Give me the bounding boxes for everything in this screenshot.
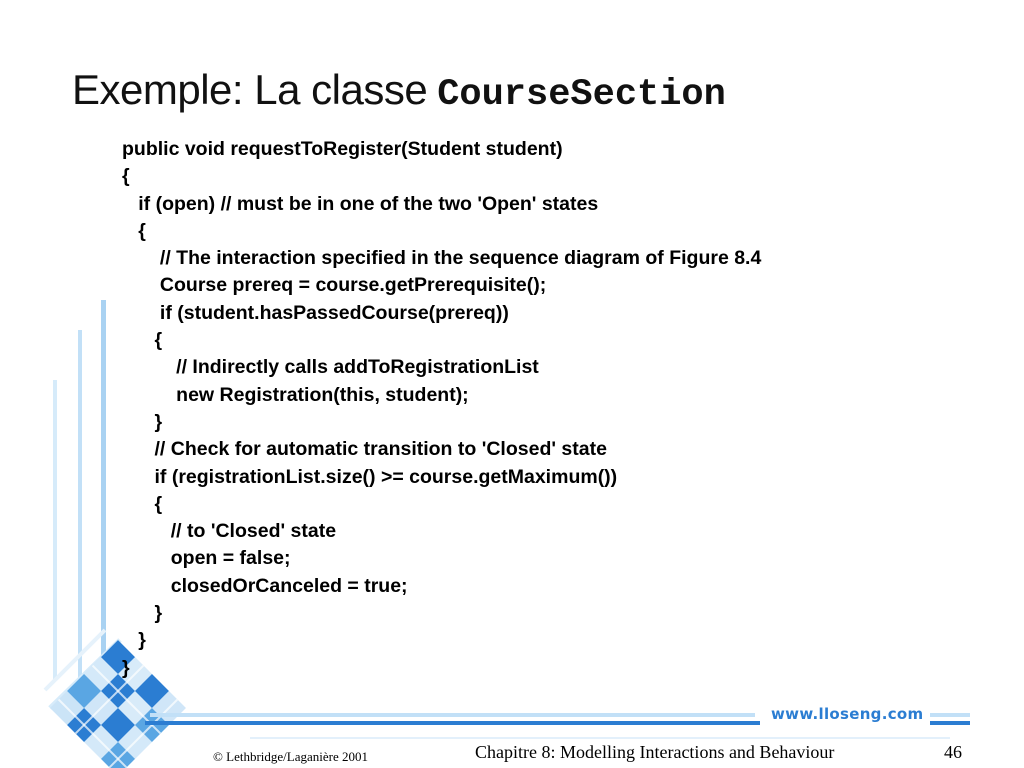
code-line: // to 'Closed' state: [122, 520, 337, 543]
bottom-line-dark: [145, 721, 760, 725]
bottom-line-light: [150, 713, 755, 717]
code-line: Course prereq = course.getPrerequisite();: [122, 274, 547, 297]
copyright-footer: © Lethbridge/Laganière 2001: [213, 749, 368, 764]
bottom-line-right-light: [930, 713, 970, 717]
title-prefix: Exemple: La classe: [72, 66, 428, 113]
code-line: }: [122, 602, 163, 625]
code-line: // Check for automatic transition to 'Closed' state: [122, 438, 607, 461]
code-line: // Indirectly calls addToRegistrationList: [122, 356, 539, 379]
code-line: {: [122, 165, 130, 188]
code-line: {: [122, 492, 163, 515]
code-line: if (open) // must be in one of the two 'Open' states: [122, 192, 599, 215]
title-class-name: CourseSection: [437, 74, 726, 116]
slide-title: [72, 66, 726, 116]
code-line: }: [122, 656, 130, 679]
code-line: if (registrationList.size() >= course.getMaximum()): [122, 465, 618, 488]
code-block: [122, 136, 761, 682]
code-line: open = false;: [122, 547, 291, 570]
code-line: new Registration(this, student);: [122, 383, 469, 406]
bottom-line-right-dark: [930, 721, 970, 725]
code-line: // The interaction specified in the sequence diagram of Figure 8.4: [122, 247, 762, 270]
code-line: public void requestToRegister(Student student): [122, 138, 563, 160]
code-line: {: [122, 329, 163, 352]
left-bar-middle: [78, 330, 82, 680]
code-line: if (student.hasPassedCourse(prereq)): [122, 301, 509, 324]
code-line: {: [122, 219, 146, 242]
page-number: 46: [944, 742, 962, 762]
left-bar-outer: [53, 380, 57, 680]
chapter-footer: Chapitre 8: Modelling Interactions and Behaviour: [475, 742, 835, 762]
code-line: }: [122, 410, 163, 433]
website-url: www.lloseng.com: [771, 705, 924, 723]
bottom-line-faint: [250, 737, 950, 739]
code-line: }: [122, 629, 146, 652]
code-line: closedOrCanceled = true;: [122, 574, 408, 597]
